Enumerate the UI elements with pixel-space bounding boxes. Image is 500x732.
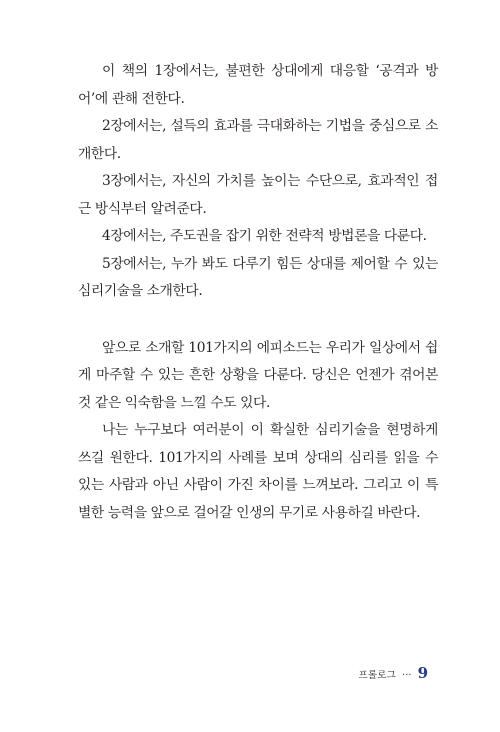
paragraph-episodes: 앞으로 소개할 101가지의 에피소드는 우리가 일상에서 쉽게 마주할 수 있는 흔한 상황을 다룬다. 당신은 언젠가 겪어본 것 같은 익숙함을 느낄 수도 있다. [78, 339, 438, 411]
paragraph-chapter-5: 5장에서는, 누가 봐도 다루기 힘든 상대를 제어할 수 있는 심리기술을 소개한다. [78, 255, 438, 299]
section-label: 프롤로그 [358, 670, 397, 681]
paragraph-closing: 나는 누구보다 여러분이 이 확실한 심리기술을 현명하게 쓰길 원한다. 101가지의 사례를 보며 상대의 심리를 읽을 수 있는 사람과 아닌 사람이 가진 차이를 느껴보라. 그리고 이 특별한 능력을 앞으로 걸어갈 인생의 무기로 사용하길 바란다. [78, 422, 438, 521]
footer-separator: ··· [402, 670, 412, 681]
paragraph-chapter-4: 4장에서는, 주도권을 잡기 위한 전략적 방법론을 다룬다. [102, 228, 427, 244]
page-number: 9 [417, 664, 428, 682]
paragraph-chapter-3: 3장에서는, 자신의 가치를 높이는 수단으로, 효과적인 접근 방식부터 알려준다. [78, 173, 438, 217]
page-footer [359, 664, 429, 684]
body-text [78, 58, 438, 527]
paragraph-chapter-2: 2장에서는, 설득의 효과를 극대화하는 기법을 중심으로 소개한다. [78, 118, 438, 162]
paragraph-chapter-1: 이 책의 1장에서는, 불편한 상대에게 대응할 ‘공격과 방어’에 관해 전한다. [78, 63, 438, 107]
